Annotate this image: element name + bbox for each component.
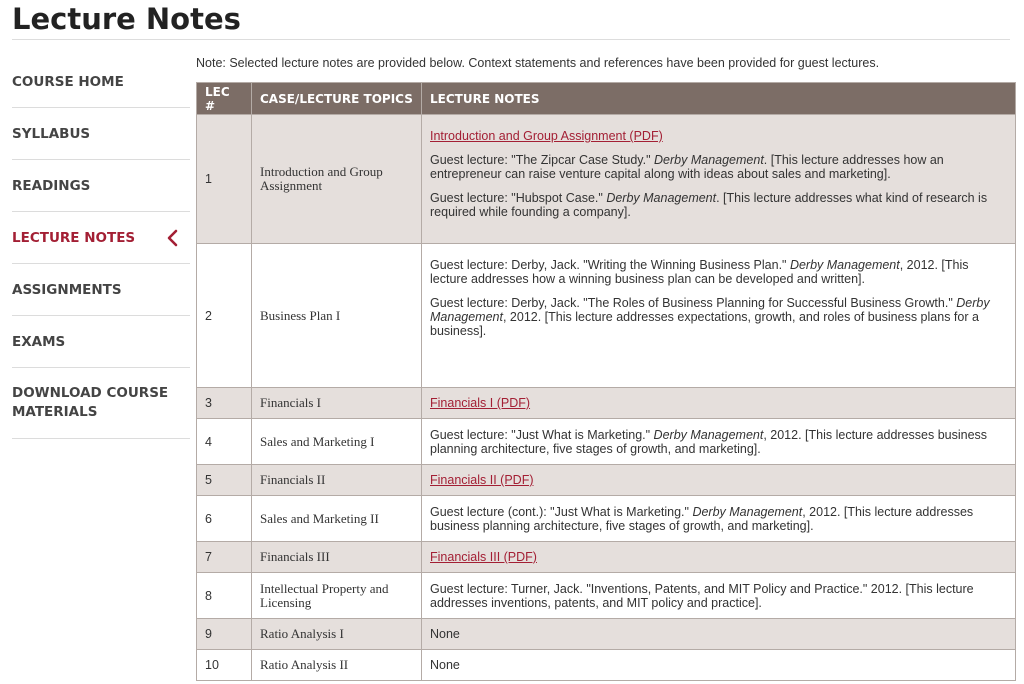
- table-row: [197, 388, 1016, 419]
- note-text: Guest lecture: Derby, Jack. "Writing the Winning Business Plan." Derby Management, 2012. [This lecture addresses how a winning business plan can be developed and written].: [430, 258, 969, 286]
- nav-readings-label: READINGS: [12, 177, 91, 194]
- table-row: [197, 650, 1016, 681]
- lecture-topic: Sales and Marketing I: [252, 419, 422, 465]
- nav-assignments[interactable]: [12, 264, 190, 316]
- lec-number: 5: [197, 465, 252, 496]
- lecture-topic: Ratio Analysis II: [252, 650, 422, 681]
- publication-name: Derby Management: [789, 258, 900, 272]
- header-lecture-notes: LECTURE NOTES: [422, 83, 1016, 115]
- table-row: [197, 465, 1016, 496]
- table-row: [197, 244, 1016, 388]
- note-text: Guest lecture: "Just What is Marketing." Derby Management, 2012. [This lecture addresses business planning architecture, five stages of growth, and marketing].: [430, 427, 988, 456]
- table-row: [197, 419, 1016, 465]
- lecture-topic: Ratio Analysis I: [252, 619, 422, 650]
- lec-number: 2: [197, 244, 252, 388]
- publication-name: Derby Management: [692, 504, 803, 519]
- nav-assignments-label: ASSIGNMENTS: [12, 281, 122, 298]
- note-text: Guest lecture: Turner, Jack. "Inventions, Patents, and MIT Policy and Practice." 2012. [This lecture addresses inventions, patents, and MIT policy and practice].: [430, 581, 974, 610]
- nav-exams[interactable]: [12, 316, 190, 368]
- pdf-link-paragraph: [430, 129, 1007, 143]
- pdf-link[interactable]: Financials I (PDF): [430, 396, 531, 410]
- note-text: None: [430, 658, 460, 672]
- lecture-notes-cell: [422, 496, 1016, 542]
- nav-exams-label: EXAMS: [12, 333, 66, 350]
- lec-number: 7: [197, 542, 252, 573]
- note-text: Guest lecture: "The Zipcar Case Study." Derby Management. [This lecture addresses how an entrepreneur can raise venture capital along with ideas about sales and marketing].: [430, 153, 944, 181]
- note-text: None: [430, 627, 460, 641]
- lecture-topic: Intellectual Property and Licensing: [252, 573, 422, 619]
- publication-name: Derby Management: [654, 153, 764, 167]
- nav-course-home-label: COURSE HOME: [12, 73, 124, 90]
- pdf-link-paragraph: [430, 396, 1007, 410]
- header-topics: CASE/LECTURE TOPICS: [252, 83, 422, 115]
- chevron-left-icon: [166, 229, 178, 247]
- lecture-topic: Financials III: [252, 542, 422, 573]
- table-header-row: [197, 83, 1016, 115]
- pdf-link-paragraph: [430, 473, 1007, 487]
- lecture-notes-cell: [422, 244, 1016, 388]
- table-row: [197, 619, 1016, 650]
- lecture-topic: Financials I: [252, 388, 422, 419]
- lecture-notes-cell: [422, 465, 1016, 496]
- intro-note: Note: Selected lecture notes are provided below. Context statements and references have been provided for guest lectures.: [196, 56, 880, 70]
- lecture-notes-cell: [422, 542, 1016, 573]
- pdf-link[interactable]: Financials II (PDF): [430, 473, 534, 487]
- note-text: Guest lecture (cont.): "Just What is Marketing." Derby Management, 2012. [This lecture addresses business planning architecture, five stages of growth, and marketing].: [430, 504, 974, 533]
- lec-number: 4: [197, 419, 252, 465]
- pdf-link[interactable]: Financials III (PDF): [430, 550, 537, 564]
- nav-readings[interactable]: [12, 160, 190, 212]
- table-body: [197, 115, 1016, 681]
- nav-syllabus-label: SYLLABUS: [12, 125, 91, 142]
- lecture-notes-cell: [422, 573, 1016, 619]
- lecture-topic: Business Plan I: [252, 244, 422, 388]
- lec-number: 9: [197, 619, 252, 650]
- publication-name: Derby Management: [606, 191, 717, 205]
- table-row: [197, 496, 1016, 542]
- lecture-notes-cell: [422, 115, 1016, 244]
- nav-lecture-notes-label: LECTURE NOTES: [12, 229, 136, 246]
- lec-number: 1: [197, 115, 252, 244]
- pdf-link-paragraph: [430, 550, 1007, 564]
- nav-lecture-notes[interactable]: [12, 212, 190, 264]
- header-lec-num: LEC #: [197, 83, 252, 115]
- nav-download-label: [12, 384, 168, 422]
- note-text: Guest lecture: "Hubspot Case." Derby Management. [This lecture addresses what kind of research is required while founding a company].: [430, 191, 988, 219]
- lec-number: 10: [197, 650, 252, 681]
- page-title: Lecture Notes: [12, 2, 241, 36]
- lecture-notes-cell: [422, 650, 1016, 681]
- lecture-notes-cell: [422, 419, 1016, 465]
- course-nav: [12, 56, 190, 439]
- pdf-link[interactable]: Introduction and Group Assignment (PDF): [430, 129, 663, 143]
- publication-name: Derby Management: [653, 427, 764, 442]
- nav-download-course-materials[interactable]: [12, 368, 190, 439]
- nav-download-label-line2: MATERIALS: [12, 404, 98, 420]
- nav-course-home[interactable]: [12, 56, 190, 108]
- nav-download-label-line1: DOWNLOAD COURSE: [12, 385, 169, 401]
- lecture-notes-cell: [422, 619, 1016, 650]
- table-row: [197, 542, 1016, 573]
- lecture-topic: Financials II: [252, 465, 422, 496]
- lec-number: 8: [197, 573, 252, 619]
- table-row: [197, 573, 1016, 619]
- title-divider: [12, 39, 1010, 40]
- lec-number: 3: [197, 388, 252, 419]
- lecture-topic: Introduction and Group Assignment: [252, 115, 422, 244]
- note-text: Guest lecture: Derby, Jack. "The Roles of Business Planning for Successful Business Growth." Derby Management, 2012. [This lecture addresses expectations, growth, and roles of business plans for a business].: [430, 296, 990, 338]
- lecture-notes-cell: [422, 388, 1016, 419]
- lec-number: 6: [197, 496, 252, 542]
- lecture-notes-table: [196, 82, 1016, 681]
- publication-name: Derby Management: [430, 296, 990, 324]
- lecture-topic: Sales and Marketing II: [252, 496, 422, 542]
- table-row: [197, 115, 1016, 244]
- nav-syllabus[interactable]: [12, 108, 190, 160]
